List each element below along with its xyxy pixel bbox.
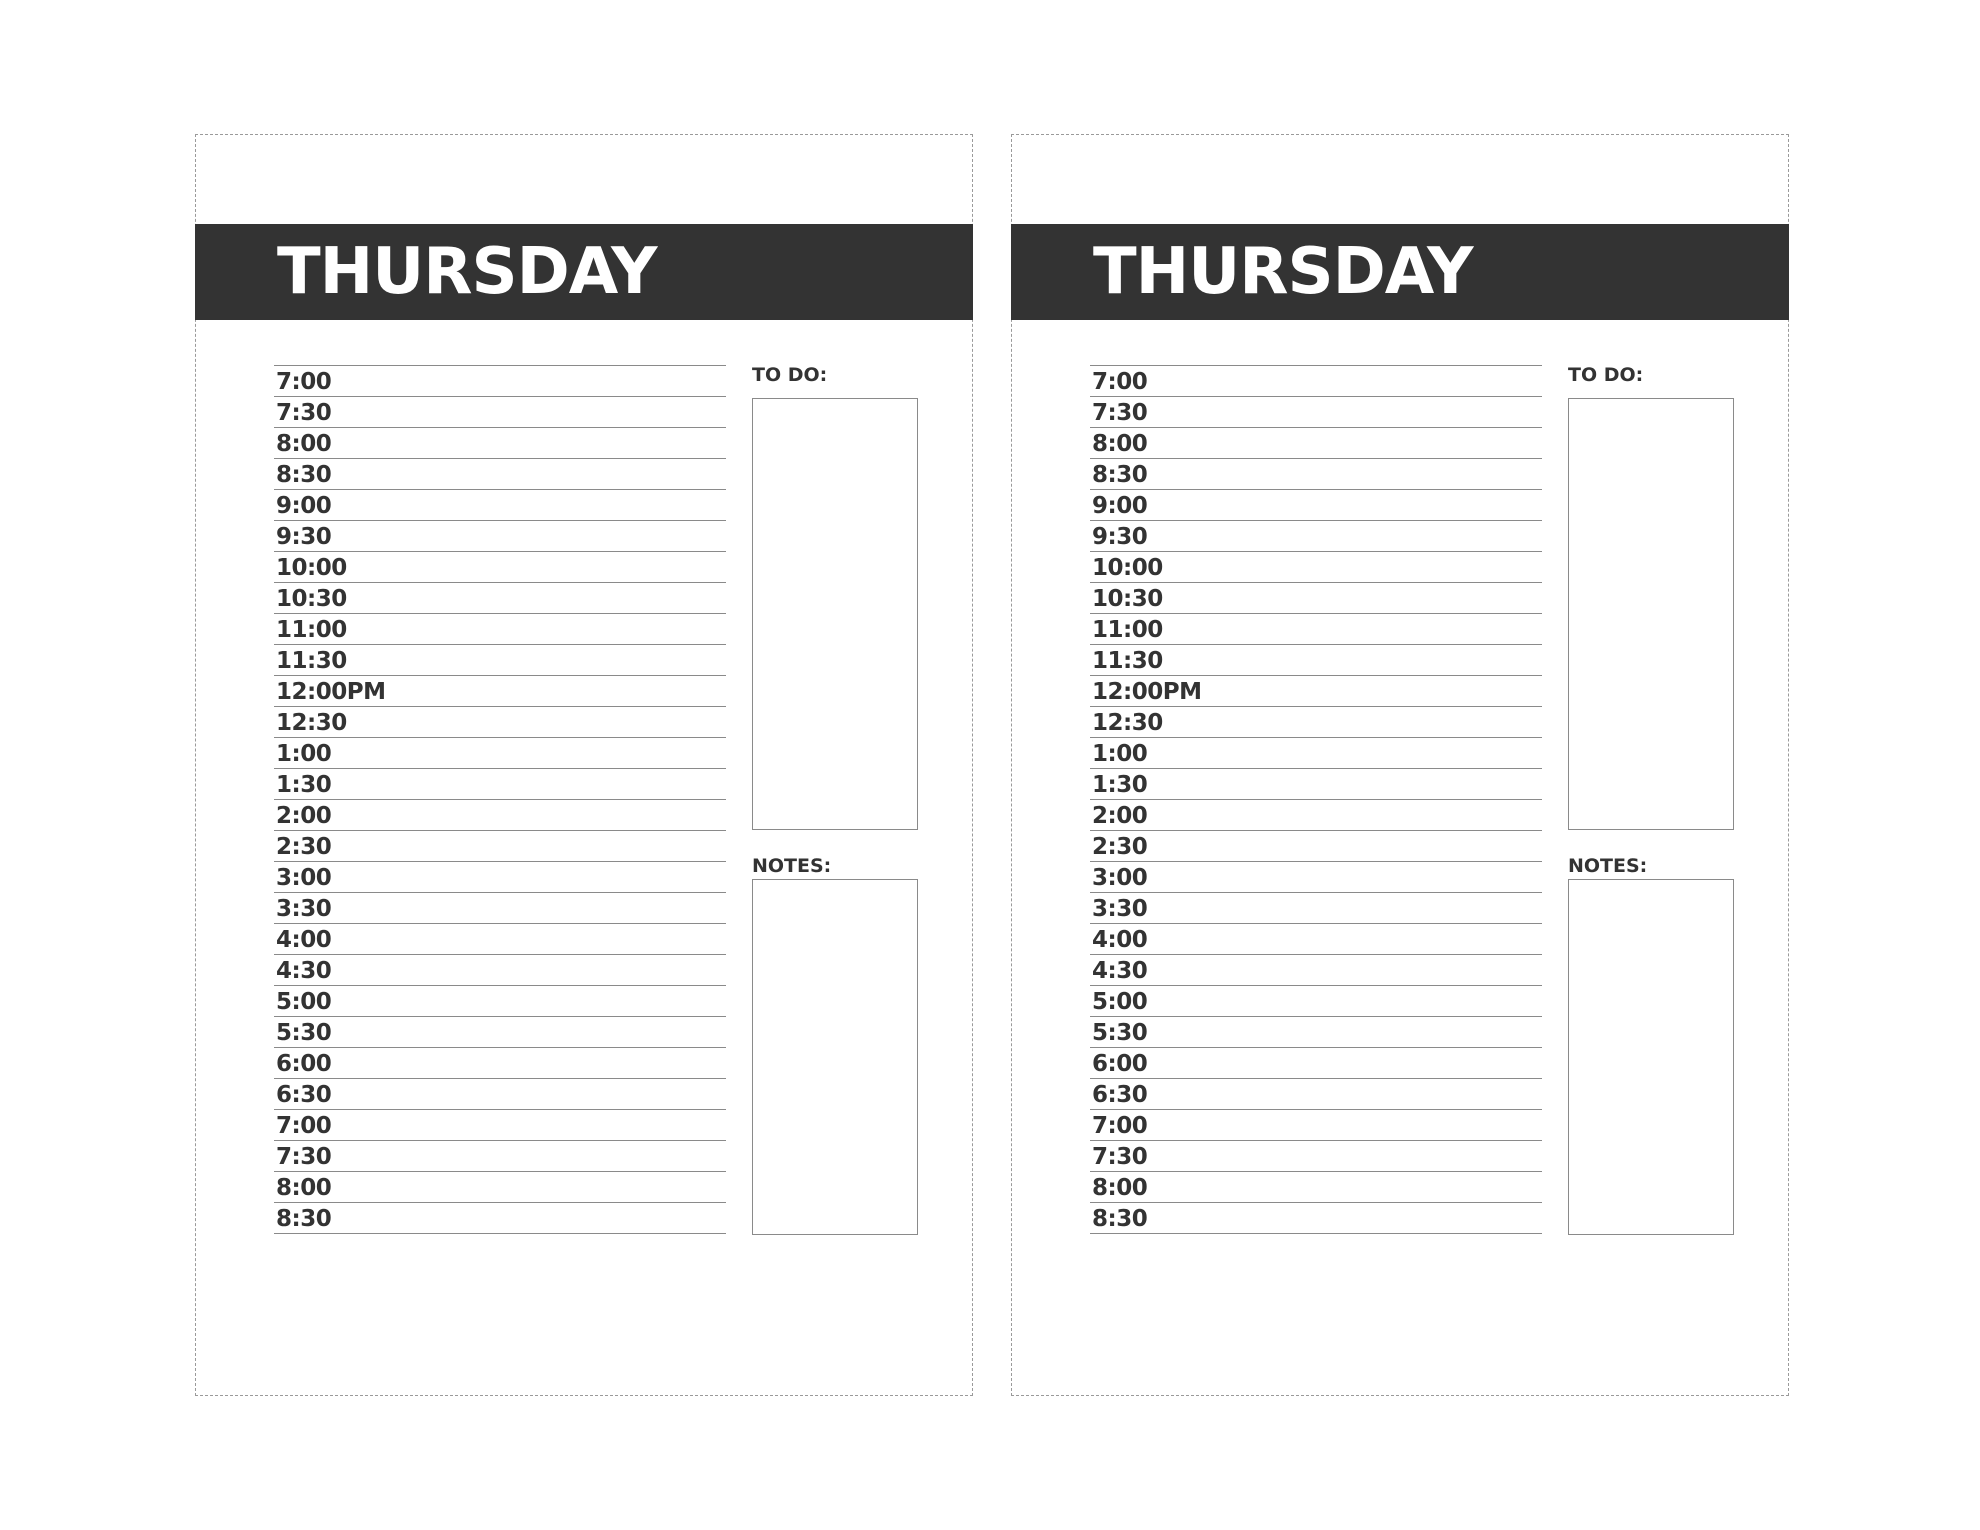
time-slot-row[interactable] [1090,397,1542,428]
time-slot-row[interactable] [1090,366,1542,397]
time-slot-row[interactable] [274,1110,726,1141]
time-label: 5:00 [276,989,332,1015]
time-slot-row[interactable] [274,1203,726,1234]
time-label: 9:30 [1092,524,1148,550]
time-label: 9:30 [276,524,332,550]
time-label: 8:00 [1092,1175,1148,1201]
time-label: 9:00 [1092,493,1148,519]
time-label: 11:00 [276,617,347,643]
time-slot-row[interactable] [274,1079,726,1110]
time-slot-row[interactable] [274,707,726,738]
time-slot-row[interactable] [274,1017,726,1048]
time-slot-row[interactable] [274,583,726,614]
time-label: 7:00 [276,1113,332,1139]
day-header [195,224,973,320]
time-slot-row[interactable] [1090,428,1542,459]
time-slot-row[interactable] [1090,521,1542,552]
time-label: 7:30 [276,1144,332,1170]
time-slot-row[interactable] [1090,459,1542,490]
time-slot-row[interactable] [274,645,726,676]
time-label: 3:30 [276,896,332,922]
time-label: 11:00 [1092,617,1163,643]
time-slot-row[interactable] [1090,831,1542,862]
time-label: 6:30 [1092,1082,1148,1108]
time-label: 10:30 [1092,586,1163,612]
time-label: 3:30 [1092,896,1148,922]
time-label: 3:00 [276,865,332,891]
time-label: 4:00 [1092,927,1148,953]
time-label: 7:00 [1092,369,1148,395]
time-label: 11:30 [1092,648,1163,674]
time-label: 7:30 [1092,400,1148,426]
time-slot-row[interactable] [274,552,726,583]
time-label: 7:30 [1092,1144,1148,1170]
time-label: 1:30 [1092,772,1148,798]
time-slot-row[interactable] [1090,769,1542,800]
time-slot-row[interactable] [1090,583,1542,614]
time-slot-row[interactable] [1090,800,1542,831]
time-slot-row[interactable] [274,490,726,521]
time-slot-row[interactable] [1090,1079,1542,1110]
time-label: 9:00 [276,493,332,519]
time-slot-row[interactable] [1090,738,1542,769]
time-label: 6:30 [276,1082,332,1108]
time-label: 2:00 [276,803,332,829]
time-slot-row[interactable] [1090,490,1542,521]
time-slot-row[interactable] [274,800,726,831]
time-label: 1:00 [276,741,332,767]
time-label: 12:00PM [276,679,386,705]
notes-label: NOTES: [752,855,832,877]
todo-box[interactable] [752,398,918,830]
time-slot-row[interactable] [1090,1110,1542,1141]
time-label: 8:00 [276,1175,332,1201]
time-slot-row[interactable] [1090,645,1542,676]
time-label: 10:30 [276,586,347,612]
time-slot-row[interactable] [274,924,726,955]
time-slot-row[interactable] [1090,614,1542,645]
time-slot-row[interactable] [274,738,726,769]
day-title: THURSDAY [1093,235,1473,309]
notes-label: NOTES: [1568,855,1648,877]
time-slot-row[interactable] [274,831,726,862]
time-slot-row[interactable] [274,614,726,645]
time-slot-row[interactable] [274,893,726,924]
time-label: 6:00 [276,1051,332,1077]
time-label: 10:00 [276,555,347,581]
time-label: 2:00 [1092,803,1148,829]
time-label: 5:00 [1092,989,1148,1015]
time-label: 8:30 [1092,462,1148,488]
time-slot-row[interactable] [1090,862,1542,893]
time-slot-row[interactable] [274,862,726,893]
time-slot-row[interactable] [274,428,726,459]
time-label: 2:30 [276,834,332,860]
time-label: 8:30 [276,1206,332,1232]
planner-page-right [1011,134,1789,1396]
time-slot-row[interactable] [274,769,726,800]
time-slot-row[interactable] [1090,1048,1542,1079]
time-label: 8:00 [276,431,332,457]
day-header [1011,224,1789,320]
time-label: 2:30 [1092,834,1148,860]
time-slot-row[interactable] [274,459,726,490]
time-slot-row[interactable] [1090,1017,1542,1048]
todo-label: TO DO: [752,364,828,386]
hourly-schedule [274,365,726,1234]
time-slot-row[interactable] [274,397,726,428]
time-label: 11:30 [276,648,347,674]
time-label: 5:30 [276,1020,332,1046]
notes-box[interactable] [1568,879,1734,1235]
time-slot-row[interactable] [274,521,726,552]
time-slot-row[interactable] [274,986,726,1017]
time-slot-row[interactable] [1090,986,1542,1017]
time-label: 1:00 [1092,741,1148,767]
planner-page-left [195,134,973,1396]
time-slot-row[interactable] [274,1141,726,1172]
hourly-schedule [1090,365,1542,1234]
time-label: 7:00 [1092,1113,1148,1139]
time-label: 6:00 [1092,1051,1148,1077]
todo-box[interactable] [1568,398,1734,830]
time-label: 8:30 [1092,1206,1148,1232]
time-label: 8:00 [1092,431,1148,457]
time-label: 12:30 [1092,710,1163,736]
time-slot-row[interactable] [1090,1203,1542,1234]
time-slot-row[interactable] [1090,1141,1542,1172]
time-slot-row[interactable] [1090,1172,1542,1203]
time-slot-row[interactable] [274,366,726,397]
notes-box[interactable] [752,879,918,1235]
time-slot-row[interactable] [1090,707,1542,738]
time-slot-row[interactable] [1090,893,1542,924]
time-slot-row[interactable] [1090,676,1542,707]
time-slot-row[interactable] [274,676,726,707]
time-slot-row[interactable] [1090,552,1542,583]
time-label: 10:00 [1092,555,1163,581]
time-label: 12:30 [276,710,347,736]
time-slot-row[interactable] [274,955,726,986]
time-label: 4:30 [276,958,332,984]
time-slot-row[interactable] [274,1172,726,1203]
time-label: 4:00 [276,927,332,953]
time-label: 5:30 [1092,1020,1148,1046]
todo-label: TO DO: [1568,364,1644,386]
time-slot-row[interactable] [1090,955,1542,986]
time-label: 7:30 [276,400,332,426]
time-slot-row[interactable] [274,1048,726,1079]
time-slot-row[interactable] [1090,924,1542,955]
time-label: 7:00 [276,369,332,395]
day-title: THURSDAY [277,235,657,309]
time-label: 8:30 [276,462,332,488]
time-label: 12:00PM [1092,679,1202,705]
time-label: 1:30 [276,772,332,798]
time-label: 4:30 [1092,958,1148,984]
time-label: 3:00 [1092,865,1148,891]
